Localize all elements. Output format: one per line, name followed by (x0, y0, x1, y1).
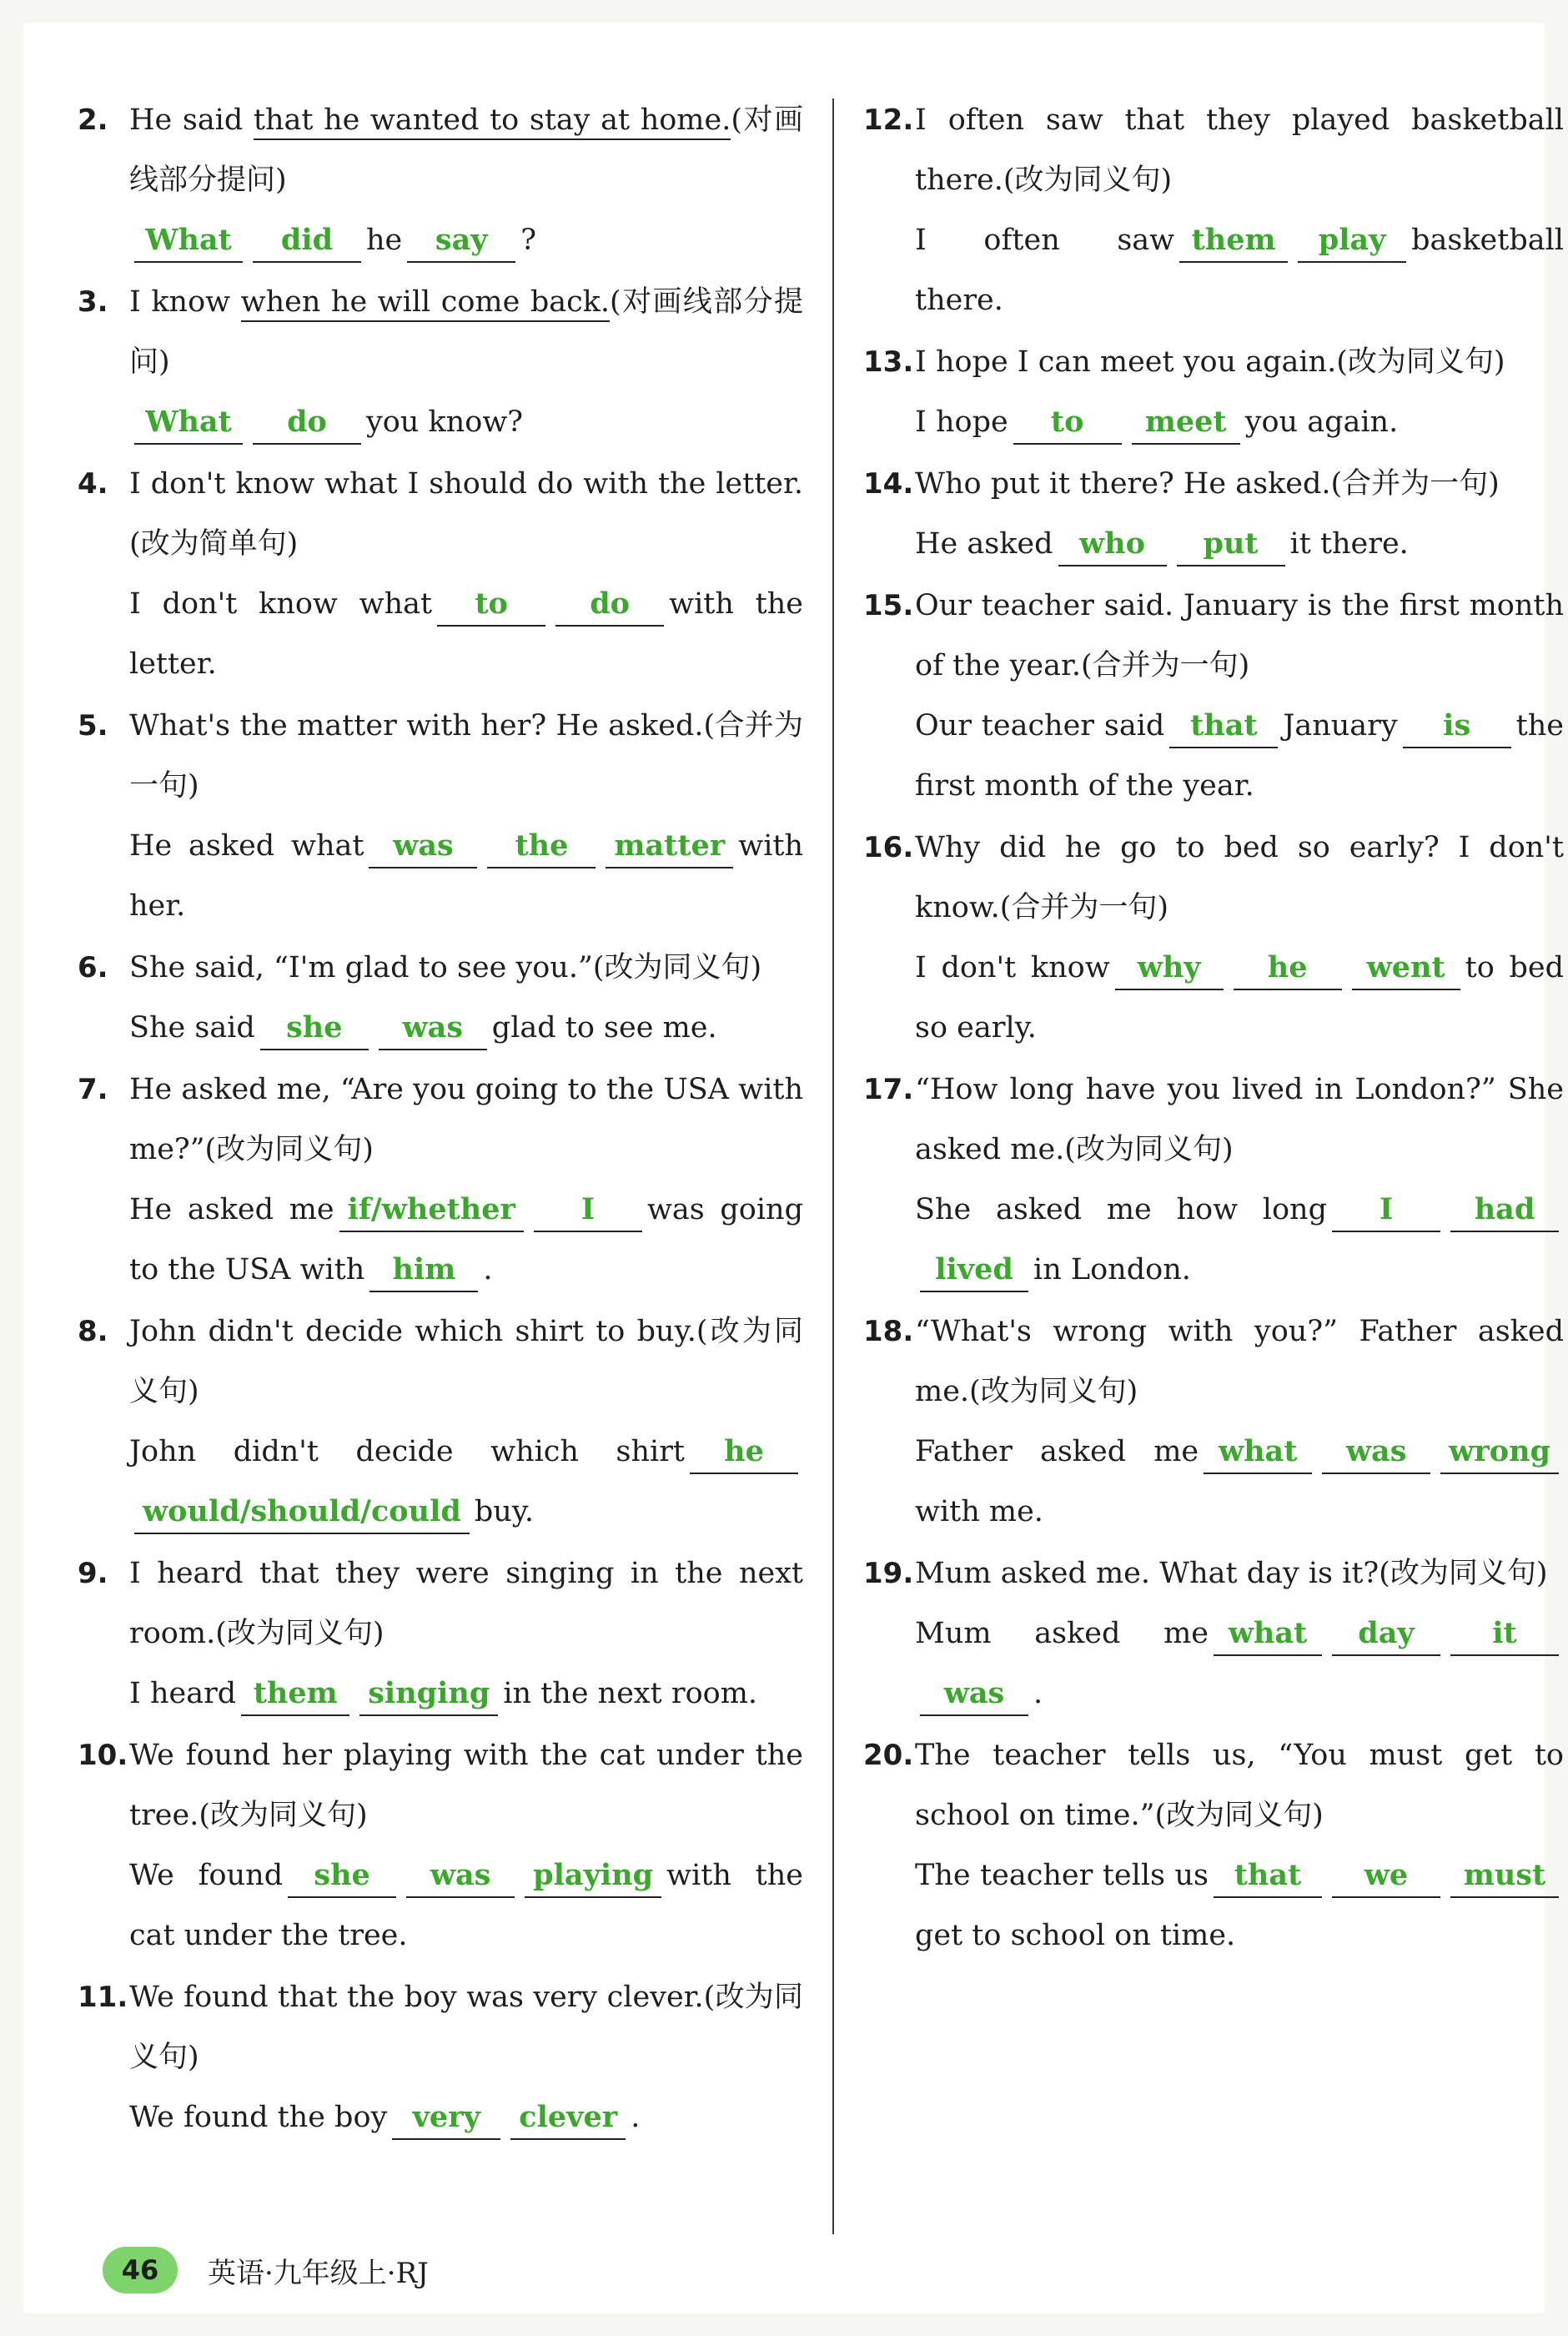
question-text: Who put it there? He asked.(合并为一句) (915, 467, 1500, 501)
answer-line: I often saw them play basketball there. (915, 210, 1564, 330)
question-12 (863, 90, 1564, 330)
answer-blank: What (134, 219, 243, 263)
question-text: Mum asked me. What day is it?(改为同义句) (915, 1557, 1548, 1590)
question-text: The teacher tells us, “You must get to school on time.”(改为同义句) (915, 1739, 1564, 1832)
question-text: Why did he go to bed so early? I don't know.(合并为一句) (915, 831, 1564, 924)
question-text: He asked me, “Are you going to the USA with me?”(改为同义句) (129, 1073, 803, 1166)
answer-blank: he (1234, 947, 1342, 990)
answer-blank: lived (920, 1249, 1028, 1292)
answer-blank: What (134, 401, 243, 445)
answer-blank: was (920, 1673, 1028, 1716)
answer-blank: was (1322, 1431, 1430, 1474)
question-16 (863, 818, 1564, 1058)
answer-line: John didn't decide which shirt hewould/should/could buy. (129, 1422, 803, 1542)
answer-line: Father asked me what was wrongwith me. (915, 1422, 1564, 1542)
question-2 (78, 90, 803, 270)
answer-blank: was (406, 1855, 515, 1898)
answer-line: I hope to meet you again. (915, 392, 1564, 452)
question-number: 18. (863, 1315, 914, 1348)
question-number: 12. (863, 103, 914, 137)
answer-blank: them (1179, 219, 1288, 263)
answer-blank: if/whether (339, 1189, 524, 1232)
answer-blank: to (437, 583, 545, 627)
question-19 (863, 1543, 1564, 1724)
question-number: 14. (863, 467, 914, 501)
underlined-part: when he will come back. (241, 285, 610, 322)
answer-line: We found the boy very clever . (129, 2087, 803, 2147)
question-17 (863, 1060, 1564, 1300)
question-number: 6. (78, 951, 108, 984)
question-text: I often saw that they played basketball there.(改为同义句) (915, 103, 1564, 197)
answer-blank: was (379, 1007, 487, 1050)
answer-blank: that (1169, 705, 1278, 748)
answer-blank: is (1403, 705, 1511, 748)
answer-line: What did he say ? (129, 210, 803, 270)
left-column (78, 90, 803, 2149)
question-18 (863, 1301, 1564, 1542)
question-number: 17. (863, 1073, 914, 1106)
answer-blank: singing (359, 1673, 498, 1716)
answer-line: He asked who put it there. (915, 514, 1564, 574)
answer-blank: was (369, 825, 477, 868)
question-text: What's the matter with her? He asked.(合并为一句) (129, 709, 803, 803)
answer-blank: I (534, 1189, 642, 1232)
answer-blank: day (1332, 1613, 1440, 1656)
question-13 (863, 332, 1564, 452)
answer-blank: she (260, 1007, 369, 1050)
answer-line: The teacher tells us that we mustget to school on time. (915, 1845, 1564, 1966)
question-10 (78, 1725, 803, 1966)
question-8 (78, 1301, 803, 1542)
question-5 (78, 696, 803, 936)
question-number: 20. (863, 1739, 914, 1772)
right-column (863, 90, 1564, 1967)
question-number: 10. (78, 1739, 128, 1772)
question-7 (78, 1060, 803, 1300)
answer-blank: must (1450, 1855, 1559, 1898)
answer-line: I don't know what to do with the letter. (129, 574, 803, 694)
answer-blank: the (487, 825, 596, 868)
question-number: 7. (78, 1073, 108, 1106)
question-15 (863, 576, 1564, 816)
answer-blank: very (392, 2097, 500, 2140)
answer-line: I don't know why he went to bed so early. (915, 938, 1564, 1058)
question-text: She said, “I'm glad to see you.”(改为同义句) (129, 951, 762, 984)
answer-line: He asked what was the matter with her. (129, 816, 803, 936)
question-number: 16. (863, 831, 914, 864)
answer-blank: him (369, 1249, 478, 1292)
question-number: 11. (78, 1981, 128, 2014)
worksheet-page (23, 23, 1564, 2313)
question-6 (78, 938, 803, 1058)
answer-blank: play (1298, 219, 1406, 263)
question-text: Our teacher said. January is the first month of the year.(合并为一句) (915, 589, 1564, 682)
question-3 (78, 272, 803, 452)
question-11 (78, 1967, 803, 2147)
question-number: 15. (863, 589, 914, 622)
answer-blank: do (253, 401, 361, 445)
answer-blank: do (555, 583, 664, 627)
question-text: John didn't decide which shirt to buy.(改为同义句) (129, 1315, 803, 1408)
answer-blank: them (241, 1673, 349, 1716)
question-9 (78, 1543, 803, 1724)
answer-blank: that (1214, 1855, 1322, 1898)
answer-line: What do you know? (129, 392, 803, 452)
answer-blank: clever (510, 2097, 626, 2140)
question-text: I heard that they were singing in the next room.(改为同义句) (129, 1557, 803, 1650)
answer-blank: matter (606, 825, 733, 868)
answer-blank: it (1450, 1613, 1559, 1656)
answer-blank: we (1332, 1855, 1440, 1898)
question-14 (863, 454, 1564, 574)
answer-line: He asked me if/whether I was going to the USA with him . (129, 1180, 803, 1300)
question-number: 19. (863, 1557, 914, 1590)
answer-blank: had (1450, 1189, 1559, 1232)
page-number-badge: 46 (103, 2247, 178, 2293)
answer-blank: who (1058, 523, 1167, 566)
question-number: 8. (78, 1315, 108, 1348)
answer-blank: she (288, 1855, 396, 1898)
answer-blank: wrong (1440, 1431, 1559, 1474)
question-text: We found her playing with the cat under the tree.(改为同义句) (129, 1739, 803, 1832)
question-20 (863, 1725, 1564, 1966)
question-number: 13. (863, 345, 914, 379)
column-divider (832, 98, 834, 2234)
question-number: 4. (78, 467, 108, 501)
answer-blank: meet (1132, 401, 1240, 445)
answer-blank: put (1177, 523, 1285, 566)
answer-blank: did (253, 219, 361, 263)
answer-line: She asked me how long I hadlived in London. (915, 1180, 1564, 1300)
question-text: He said that he wanted to stay at home.(对画线部分提问) (129, 103, 803, 197)
question-text: I hope I can meet you again.(改为同义句) (915, 345, 1505, 379)
answer-line: Mum asked me what day itwas . (915, 1603, 1564, 1724)
answer-line: We found she was playing with the cat under the tree. (129, 1845, 803, 1966)
answer-blank: would/should/could (134, 1491, 470, 1534)
question-text: We found that the boy was very clever.(改为同义句) (129, 1981, 803, 2074)
question-text: “What's wrong with you?” Father asked me.(改为同义句) (915, 1315, 1564, 1408)
answer-line: She said she was glad to see me. (129, 998, 803, 1058)
answer-blank: I (1332, 1189, 1440, 1232)
question-text: I don't know what I should do with the letter.(改为简单句) (129, 467, 803, 561)
answer-blank: playing (525, 1855, 661, 1898)
question-text: “How long have you lived in London?” She asked me.(改为同义句) (915, 1073, 1564, 1166)
answer-blank: what (1204, 1431, 1312, 1474)
question-4 (78, 454, 803, 694)
question-number: 5. (78, 709, 108, 743)
answer-line: I heard them singing in the next room. (129, 1664, 803, 1724)
answer-line: Our teacher said that January is the first month of the year. (915, 696, 1564, 816)
answer-blank: why (1115, 947, 1224, 990)
question-number: 9. (78, 1557, 108, 1590)
answer-blank: what (1214, 1613, 1322, 1656)
page-footer (103, 2247, 429, 2293)
answer-blank: to (1013, 401, 1122, 445)
question-number: 3. (78, 285, 108, 319)
question-number: 2. (78, 103, 108, 137)
answer-blank: went (1352, 947, 1460, 990)
underlined-part: that he wanted to stay at home. (254, 103, 731, 140)
question-text: I know when he will come back.(对画线部分提问) (129, 285, 804, 379)
answer-blank: say (407, 219, 515, 263)
answer-blank: he (690, 1431, 798, 1474)
book-label: 英语·九年级上·RJ (208, 2256, 429, 2290)
